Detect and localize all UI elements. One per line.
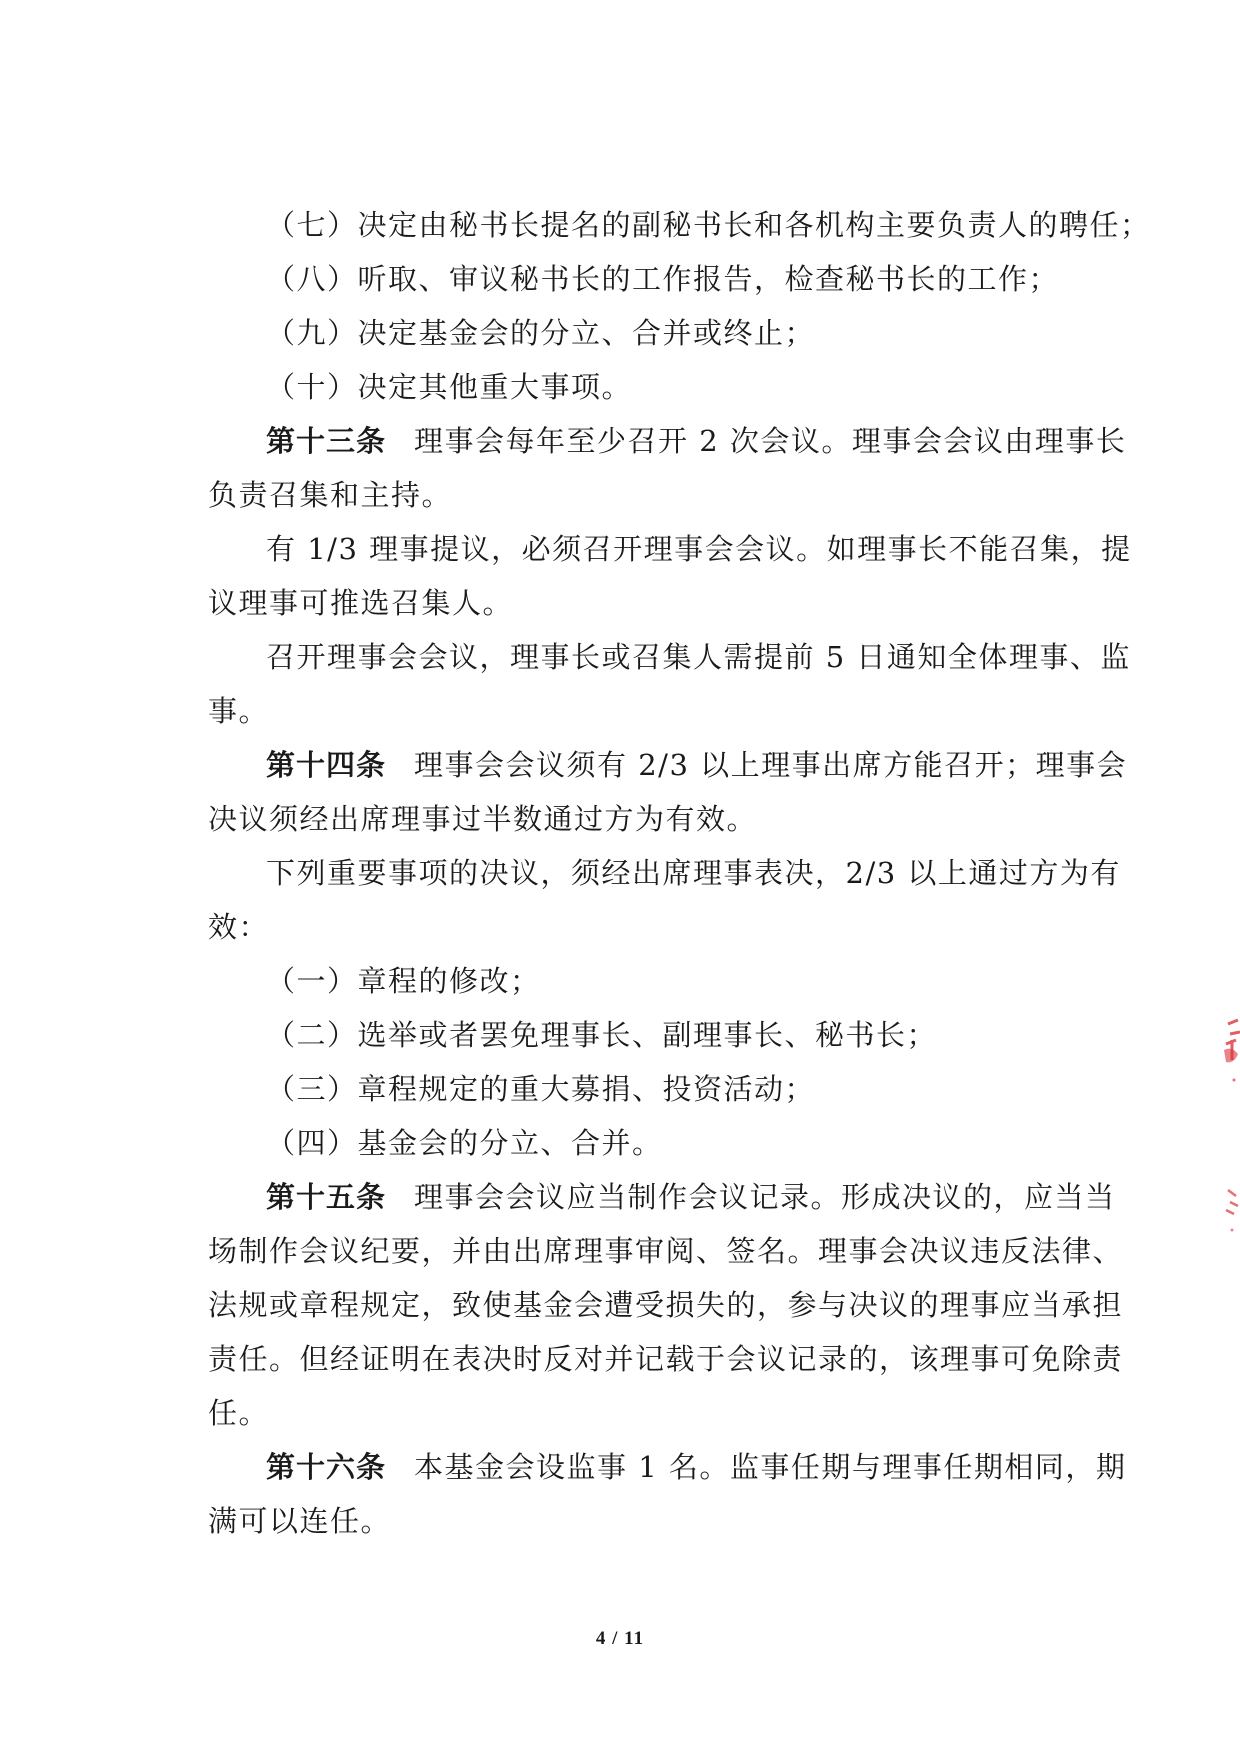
article-heading: 第十三条 <box>266 424 387 458</box>
continuation-line: 责任。但经证明在表决时反对并记载于会议记录的，该理事可免除责 <box>208 1342 1124 1376</box>
list-item-line: （九）决定基金会的分立、合并或终止； <box>266 316 816 350</box>
continuation-line: 任。 <box>208 1396 270 1430</box>
paragraph-line: 下列重要事项的决议，须经出席理事表决，2/3 以上通过方为有 <box>266 856 1121 890</box>
document-body <box>208 198 1151 1548</box>
continuation-line: 法规或章程规定，致使基金会遭受损失的，参与决议的理事应当承担 <box>208 1288 1124 1322</box>
article-text: 本基金会设监事 1 名。监事任期与理事任期相同，期 <box>414 1450 1127 1484</box>
page-number: 4 / 11 <box>595 1628 645 1649</box>
list-item-line: （七）决定由秘书长提名的副秘书长和各机构主要负责人的聘任； <box>266 208 1151 242</box>
list-item-line: （二）选举或者罢免理事长、副理事长、秘书长； <box>266 1018 938 1052</box>
paragraph-line: 有 1/3 理事提议，必须召开理事会会议。如理事长不能召集，提 <box>266 532 1132 566</box>
list-item-line: （四）基金会的分立、合并。 <box>266 1126 663 1160</box>
article-line <box>208 414 1127 468</box>
article-heading: 第十五条 <box>266 1180 387 1214</box>
list-item-line: （一）章程的修改； <box>266 964 541 998</box>
continuation-line: 效： <box>208 910 270 944</box>
article-heading: 第十四条 <box>266 748 387 782</box>
article-text: 理事会会议须有 2/3 以上理事出席方能召开；理事会 <box>414 748 1128 782</box>
continuation-line: 满可以连任。 <box>208 1504 392 1538</box>
article-text: 理事会会议应当制作会议记录。形成决议的，应当当 <box>414 1180 1116 1214</box>
list-item-line: （八）听取、审议秘书长的工作报告，检查秘书长的工作； <box>266 262 1060 296</box>
continuation-line: 负责召集和主持。 <box>208 478 453 512</box>
article-line <box>208 1170 1116 1224</box>
seal-stamp-fragment <box>1210 1010 1240 1270</box>
continuation-line: 事。 <box>208 694 270 728</box>
continuation-line: 议理事可推选召集人。 <box>208 586 514 620</box>
article-heading: 第十六条 <box>266 1450 387 1484</box>
article-text: 理事会每年至少召开 2 次会议。理事会会议由理事长 <box>414 424 1127 458</box>
article-line <box>208 738 1128 792</box>
list-item-line: （十）决定其他重大事项。 <box>266 370 633 404</box>
list-item-line: （三）章程规定的重大募捐、投资活动； <box>266 1072 816 1106</box>
article-line <box>208 1440 1127 1494</box>
continuation-line: 决议须经出席理事过半数通过方为有效。 <box>208 802 758 836</box>
paragraph-line: 召开理事会会议，理事长或召集人需提前 5 日通知全体理事、监 <box>266 640 1131 674</box>
continuation-line: 场制作会议纪要，并由出席理事审阅、签名。理事会决议违反法律、 <box>208 1234 1124 1268</box>
